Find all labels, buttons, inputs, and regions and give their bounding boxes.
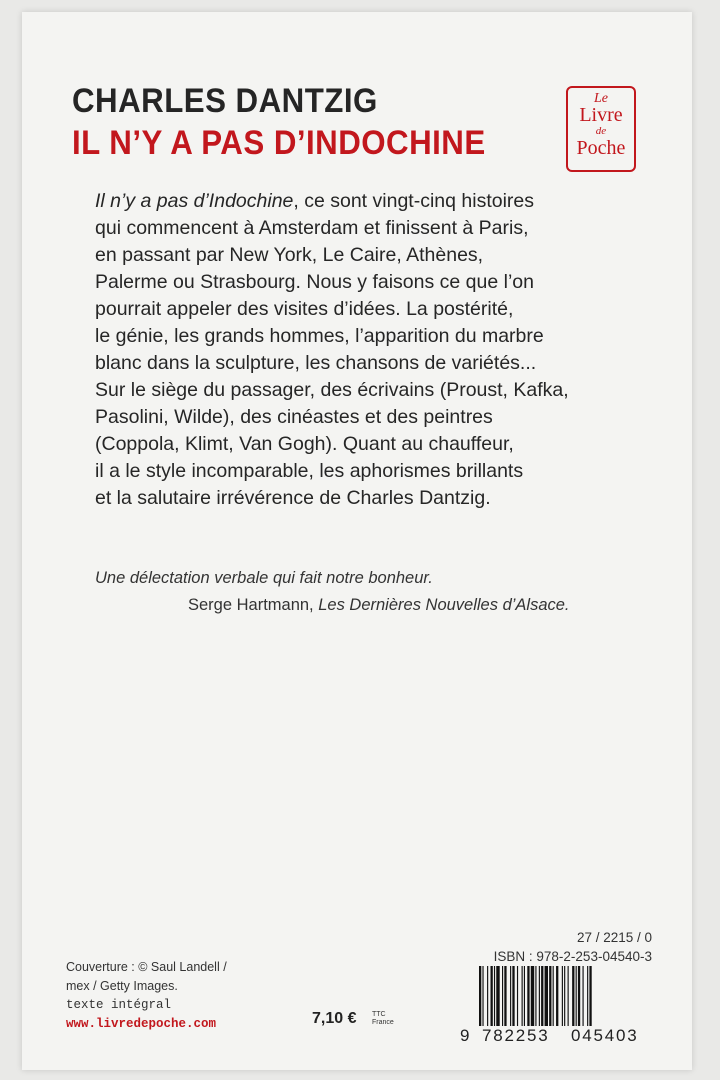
barcode-bar (541, 966, 543, 1026)
blurb-line: pourrait appeler des visites d’idées. La postérité, (95, 298, 514, 320)
logo-text-le: Le (594, 91, 608, 106)
barcode-bar (583, 966, 584, 1026)
barcode-bar (479, 966, 481, 1026)
barcode-bar (545, 966, 548, 1026)
ean-digit-first: 9 (460, 1026, 470, 1045)
publisher-website: www.livredepoche.com (66, 1017, 217, 1031)
blurb-line: en passant par New York, Le Caire, Athènes, (95, 244, 484, 266)
barcode-bar (527, 966, 529, 1026)
barcode-bar (549, 966, 551, 1026)
blurb-line: Sur le siège du passager, des écrivains (Proust, Kafka, (95, 379, 569, 401)
barcode-bar (502, 966, 503, 1026)
barcode-bar (504, 966, 506, 1026)
blurb-line: blanc dans la sculpture, les chansons de variétés... (95, 352, 537, 374)
publisher-logo (566, 86, 636, 172)
blurb-line: Palerme ou Strasbourg. Nous y faisons ce que l’on (95, 271, 534, 293)
barcode-bar (562, 966, 563, 1026)
reference-number: 27 / 2215 / 0 (576, 930, 652, 945)
isbn-number: ISBN : 978-2-253-04540-3 (493, 949, 652, 964)
edition-note: texte intégral (66, 998, 172, 1012)
blurb-line: (Coppola, Klimt, Van Gogh). Quant au chauffeur, (95, 433, 514, 455)
barcode-bar (587, 966, 588, 1026)
barcode-bar (568, 966, 569, 1026)
logo-text-livre: Livre (579, 104, 623, 126)
blurb-line (95, 188, 655, 215)
barcode-bar (510, 966, 511, 1026)
barcode-bar (572, 966, 574, 1026)
barcode-bar (496, 966, 499, 1026)
book-title: IL N’Y A PAS D’INDOCHINE (72, 124, 486, 162)
barcode-bar (535, 966, 536, 1026)
logo-text-de: de (595, 125, 607, 137)
blurb-line: il a le style incomparable, les aphorismes brillants (95, 460, 524, 482)
blurb-line: Pasolini, Wilde), des cinéastes et des peintres (95, 406, 493, 428)
press-quote: Une délectation verbale qui fait notre bonheur. (95, 569, 433, 587)
logo-text-poche: Poche (576, 137, 626, 159)
cover-credit-line: Couverture : © Saul Landell / (66, 960, 227, 974)
blurb-title-italic: Il n’y a pas d’Indochine (95, 190, 294, 212)
cover-credit-line: mex / Getty Images. (66, 979, 178, 993)
blurb-line-rest: , ce sont vingt-cinq histoires (293, 190, 534, 212)
barcode-bar (494, 966, 495, 1026)
blurb-line: le génie, les grands hommes, l’apparition du marbre (95, 325, 544, 347)
country-label: France (372, 1019, 394, 1026)
barcode-bar (539, 966, 540, 1026)
barcode (478, 966, 654, 1026)
credits-block (66, 958, 227, 1034)
blurb-text (95, 188, 655, 512)
barcode-bar (491, 966, 493, 1026)
barcode-bar (589, 966, 591, 1026)
barcode-bar (531, 966, 534, 1026)
blurb-line: et la salutaire irrévérence de Charles Dantzig. (95, 487, 491, 509)
barcode-bar (524, 966, 525, 1026)
author-name: CHARLES DANTZIG (72, 82, 378, 120)
barcode-bar (556, 966, 558, 1026)
barcode-bar (512, 966, 514, 1026)
barcode-bar (482, 966, 483, 1026)
barcode-bar (576, 966, 577, 1026)
barcode-bar (564, 966, 565, 1026)
ean-digits-left: 782253 (482, 1026, 550, 1045)
barcode-bar (578, 966, 580, 1026)
ean-digits-right: 045403 (571, 1026, 639, 1045)
critic-name: Serge Hartmann, (188, 596, 319, 614)
barcode-bar (487, 966, 488, 1026)
price-tax-note (372, 1011, 402, 1027)
barcode-bar (517, 966, 518, 1026)
quote-attribution (188, 596, 570, 615)
barcode-bar (553, 966, 554, 1026)
blurb-line: qui commencent à Amsterdam et finissent à Paris, (95, 217, 529, 239)
ttc-label: TTC (372, 1011, 386, 1018)
barcode-bar (522, 966, 523, 1026)
price: 7,10 € (312, 1010, 357, 1027)
quote-source: Les Dernières Nouvelles d’Alsace. (318, 596, 570, 614)
